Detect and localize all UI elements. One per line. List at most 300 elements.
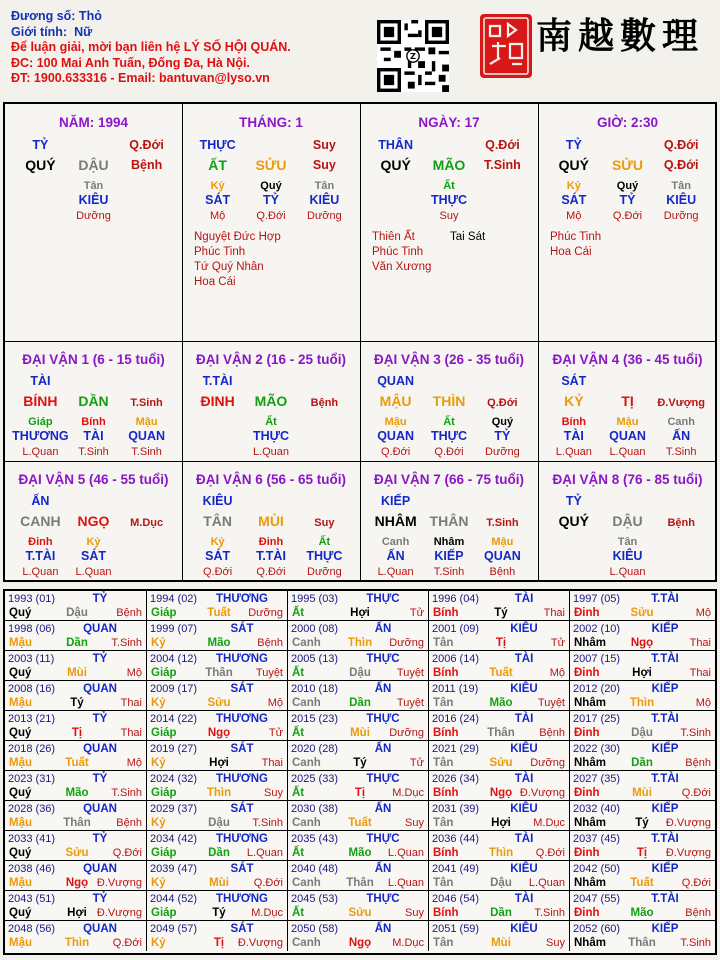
- dai-van-hidden-god: QUAN: [609, 429, 646, 443]
- year-stem: Giáp: [151, 787, 177, 799]
- star-item: Thiên Ất: [372, 231, 415, 243]
- year-branch: Dần: [208, 847, 230, 859]
- year-branch: Mão: [630, 907, 654, 919]
- year-cell: [5, 831, 147, 861]
- year-label: 2039 (47): [150, 863, 198, 875]
- year-ten-god: KIÊU: [510, 803, 538, 815]
- dai-van-hidden-stem: Tân: [617, 536, 638, 548]
- year-cell: [570, 801, 715, 831]
- year-cell: [429, 891, 570, 921]
- year-label: 2008 (16): [8, 683, 56, 695]
- year-stem: Nhâm: [574, 637, 606, 649]
- year-ten-god: SÁT: [230, 923, 254, 935]
- year-label: 1996 (04): [432, 593, 480, 605]
- year-label: 1995 (03): [291, 593, 339, 605]
- year-branch: Hợi: [491, 817, 511, 829]
- year-cell: [147, 891, 288, 921]
- year-cell: [570, 891, 715, 921]
- year-ten-god: TÀI: [514, 713, 534, 725]
- year-label: 2014 (22): [150, 713, 198, 725]
- year-cell: [5, 921, 147, 951]
- year-label: 2029 (37): [150, 803, 198, 815]
- year-life-stage: M.Dục: [533, 817, 565, 829]
- year-stem: Kỷ: [151, 757, 166, 769]
- dai-van-hidden-stage: T.Sinh: [665, 446, 697, 458]
- year-cell: [5, 861, 147, 891]
- dai-van-hidden-stem: Giáp: [28, 416, 53, 428]
- year-label: 2042 (50): [573, 863, 621, 875]
- year-branch: Thìn: [64, 937, 90, 949]
- year-label: 2021 (29): [432, 743, 480, 755]
- dai-van-hidden-stage: T.Sinh: [131, 446, 162, 458]
- pillar-title: NGÀY: 17: [418, 115, 480, 130]
- year-stem: Bính: [433, 787, 459, 799]
- year-cell: [429, 771, 570, 801]
- year-ten-god: QUAN: [83, 803, 117, 815]
- year-cell: [288, 861, 429, 891]
- year-ten-god: ẤN: [374, 683, 392, 695]
- year-label: 2030 (38): [291, 803, 339, 815]
- year-life-stage: M.Dục: [392, 937, 424, 949]
- hidden-stem: Tân: [83, 180, 104, 192]
- stem-life-stage: Suy: [312, 138, 336, 152]
- hidden-ten-god: THỰC: [430, 193, 468, 207]
- year-life-stage: T.Sinh: [680, 937, 711, 949]
- year-cell: [429, 651, 570, 681]
- year-cell: [147, 591, 288, 621]
- year-cell: [570, 921, 715, 951]
- year-ten-god: QUAN: [83, 743, 117, 755]
- star-item: Phúc Tinh: [194, 246, 246, 258]
- year-stem: Bính: [433, 907, 459, 919]
- year-life-stage: Dưỡng: [248, 607, 283, 619]
- year-label: 2043 (51): [8, 893, 56, 905]
- pillar-title: THÁNG: 1: [239, 115, 303, 130]
- year-stem: Kỷ: [151, 937, 166, 949]
- dai-van-hidden-stem: Bính: [81, 416, 106, 428]
- dai-van-6: [182, 462, 360, 580]
- stem-ten-god: TỶ: [565, 138, 582, 152]
- year-label: 1999 (07): [150, 623, 198, 635]
- year-label: 2006 (14): [432, 653, 480, 665]
- dai-van-title: ĐẠI VẬN 5 (46 - 55 tuổi): [18, 472, 169, 487]
- year-cell: [429, 741, 570, 771]
- year-label: 2037 (45): [573, 833, 621, 845]
- year-ten-god: T.TÀI: [651, 833, 679, 845]
- dai-van-stem: KỶ: [564, 393, 584, 409]
- year-label: 2005 (13): [291, 653, 339, 665]
- year-life-stage: Đ.Vượng: [96, 907, 142, 919]
- year-branch: Ngọ: [348, 937, 372, 949]
- dai-van-ten-god: ẤN: [31, 494, 50, 508]
- year-life-stage: Thai: [689, 637, 711, 649]
- year-label: 2022 (30): [573, 743, 621, 755]
- year-branch: Tý: [494, 607, 508, 619]
- heavenly-stem: QUÝ: [25, 157, 56, 173]
- hidden-stem: Quý: [260, 180, 282, 192]
- year-life-stage: Đ.Vượng: [665, 817, 711, 829]
- year-ten-god: T.TÀI: [651, 893, 679, 905]
- year-life-stage: Bệnh: [685, 907, 711, 919]
- dai-van-hidden-god: QUAN: [377, 429, 415, 443]
- year-life-stage: Mộ: [126, 757, 142, 769]
- dai-van-ten-god: KIÊU: [202, 494, 233, 508]
- year-life-stage: Tử: [268, 727, 283, 739]
- year-cell: [5, 711, 147, 741]
- year-ten-god: KIÊU: [510, 863, 538, 875]
- year-life-stage: T.Sinh: [680, 727, 711, 739]
- hidden-stem: Tân: [671, 180, 691, 192]
- year-ten-god: THỰC: [366, 773, 400, 785]
- year-ten-god: T.TÀI: [651, 653, 679, 665]
- year-life-stage: Q.Đới: [681, 877, 711, 889]
- year-cell: [5, 681, 147, 711]
- dai-van-title: ĐẠI VẬN 2 (16 - 25 tuổi): [195, 352, 347, 367]
- year-cell: [147, 771, 288, 801]
- dai-van-branch: THÂN: [429, 513, 469, 529]
- dai-van-hidden-god: KIÊU: [612, 549, 643, 563]
- year-stem: Ất: [292, 847, 305, 859]
- year-stem: Mậu: [9, 937, 32, 949]
- year-life-stage: Q.Đới: [112, 847, 142, 859]
- year-life-stage: Đ.Vượng: [519, 787, 565, 799]
- year-ten-god: THỰC: [366, 653, 400, 665]
- earthly-branch: SỬU: [255, 157, 287, 173]
- year-cell: [429, 711, 570, 741]
- year-label: 2023 (31): [8, 773, 56, 785]
- year-ten-god: KIẾP: [651, 623, 679, 635]
- year-branch: Dậu: [349, 667, 371, 679]
- dai-van-branch: TỊ: [621, 393, 634, 409]
- dai-van-hidden-god: QUAN: [128, 429, 165, 443]
- stem-life-stage: Q.Đới: [663, 138, 699, 152]
- year-ten-god: TÀI: [514, 653, 534, 665]
- year-ten-god: KIẾP: [651, 803, 679, 815]
- year-branch: Dậu: [490, 877, 512, 889]
- dai-van-title: ĐẠI VẬN 1 (6 - 15 tuổi): [22, 352, 165, 367]
- year-label: 2046 (54): [432, 893, 480, 905]
- year-life-stage: Q.Đới: [112, 937, 142, 949]
- year-label: 2010 (18): [291, 683, 339, 695]
- year-stem: Tân: [433, 697, 454, 709]
- year-branch: Mão: [489, 697, 513, 709]
- year-stem: Ất: [292, 667, 305, 679]
- year-ten-god: SÁT: [230, 863, 254, 875]
- branch-life-stage: Bệnh: [130, 158, 163, 172]
- year-ten-god: T.TÀI: [651, 593, 679, 605]
- dai-van-hidden-stem: Kỷ: [86, 536, 101, 548]
- year-cell: [147, 801, 288, 831]
- year-stem: Quý: [9, 607, 32, 619]
- dai-van-hidden-god: KIẾP: [434, 549, 464, 563]
- year-stem: Nhâm: [574, 817, 606, 829]
- year-cell: [5, 741, 147, 771]
- year-life-stage: Đ.Vượng: [665, 847, 711, 859]
- year-ten-god: TÀI: [514, 773, 534, 785]
- year-life-stage: Suy: [405, 907, 424, 919]
- stars-list: [550, 230, 601, 260]
- hidden-ten-god: TỶ: [619, 193, 636, 207]
- year-cell: [147, 651, 288, 681]
- dai-van-hidden-god: T.TÀI: [25, 549, 56, 563]
- dai-van-hidden-stage: T.Sinh: [433, 566, 465, 578]
- dai-van-hidden-god: THỰC: [430, 429, 468, 443]
- year-label: 2026 (34): [432, 773, 480, 785]
- year-label: 2032 (40): [573, 803, 621, 815]
- dai-van-life-stage: T.Sinh: [130, 397, 163, 409]
- dai-van-branch: THÌN: [432, 393, 466, 409]
- year-stem: Nhâm: [574, 937, 606, 949]
- year-branch: Tý: [635, 817, 649, 829]
- branch-life-stage: Q.Đới: [663, 158, 699, 172]
- year-ten-god: THƯƠNG: [216, 893, 268, 905]
- year-branch: Sửu: [630, 607, 654, 619]
- year-stem: Đinh: [574, 847, 600, 859]
- year-branch: Tị: [354, 787, 366, 799]
- dai-van-hidden-stem: Mậu: [384, 416, 407, 428]
- dai-van-title: ĐẠI VẬN 7 (66 - 75 tuổi): [373, 472, 525, 487]
- year-life-stage: Q.Đới: [681, 787, 711, 799]
- year-ten-god: THƯƠNG: [216, 593, 268, 605]
- dai-van-life-stage: M.Dục: [130, 517, 164, 529]
- hidden-life-stage: Dưỡng: [663, 210, 699, 222]
- year-cell: [147, 861, 288, 891]
- hidden-ten-god: KIÊU: [309, 193, 340, 207]
- year-cell: [570, 741, 715, 771]
- contact-phone-email: ĐT: 1900.633316 - Email: bantuvan@lyso.vn: [11, 71, 270, 85]
- year-branch: Dậu: [66, 607, 88, 619]
- year-life-stage: L.Quan: [387, 877, 424, 889]
- heavenly-stem: QUÝ: [558, 157, 589, 173]
- dai-van-ten-god: TÀI: [30, 374, 51, 388]
- year-life-stage: Tử: [409, 757, 424, 769]
- year-branch: Ngọ: [489, 787, 513, 799]
- year-ten-god: TỶ: [92, 773, 108, 785]
- pillars-chart: [3, 102, 717, 582]
- year-cell: [5, 651, 147, 681]
- earthly-branch: DẬU: [78, 157, 109, 173]
- hidden-stem: Tân: [314, 180, 335, 192]
- pillar-1: [5, 104, 182, 341]
- year-ten-god: KIẾP: [651, 743, 679, 755]
- contact-invite: Để luận giải, mời bạn liên hệ LÝ SỐ HỘI QUÁN.: [11, 40, 291, 54]
- year-branch: Sửu: [65, 847, 89, 859]
- year-ten-god: T.TÀI: [651, 773, 679, 785]
- dai-van-ten-god: KIẾP: [381, 494, 411, 508]
- year-life-stage: Đ.Vượng: [96, 877, 142, 889]
- year-branch: Hợi: [350, 607, 370, 619]
- year-ten-god: ẤN: [374, 803, 392, 815]
- year-stem: Tân: [433, 877, 454, 889]
- year-cell: [288, 771, 429, 801]
- year-label: 2002 (10): [573, 623, 621, 635]
- dai-van-hidden-stem: Đinh: [28, 536, 53, 548]
- hidden-stem: Kỷ: [210, 180, 225, 192]
- pillar-title: NĂM: 1994: [58, 115, 129, 130]
- dai-van-hidden-god: T.TÀI: [256, 549, 286, 563]
- year-label: 2004 (12): [150, 653, 198, 665]
- dai-van-hidden-stem: Nhâm: [433, 536, 465, 548]
- year-ten-god: TÀI: [514, 833, 534, 845]
- year-label: 1994 (02): [150, 593, 198, 605]
- dai-van-ten-god: TỶ: [565, 494, 582, 508]
- year-ten-god: KIẾP: [651, 923, 679, 935]
- year-ten-god: TỶ: [92, 893, 108, 905]
- year-label: 2016 (24): [432, 713, 480, 725]
- year-label: 2025 (33): [291, 773, 339, 785]
- dai-van-8: [538, 462, 717, 580]
- year-ten-god: QUAN: [83, 623, 117, 635]
- year-life-stage: Tử: [409, 607, 424, 619]
- hidden-ten-god: SÁT: [205, 193, 231, 207]
- year-branch: Dần: [349, 697, 371, 709]
- year-cell: [429, 621, 570, 651]
- year-life-stage: Bệnh: [116, 817, 142, 829]
- year-branch: Thìn: [347, 637, 373, 649]
- year-branch: Sửu: [207, 697, 231, 709]
- hidden-life-stage: Suy: [439, 210, 459, 222]
- year-branch: Mão: [65, 787, 89, 799]
- dai-van-hidden-stem: Bính: [561, 416, 587, 428]
- pillar-4: [538, 104, 717, 341]
- year-cell: [5, 891, 147, 921]
- year-label: 2047 (55): [573, 893, 621, 905]
- hidden-life-stage: Dưỡng: [76, 210, 111, 222]
- year-stem: Đinh: [574, 607, 600, 619]
- year-life-stage: Tuyệt: [396, 667, 424, 679]
- year-label: 2003 (11): [8, 653, 55, 665]
- year-cell: [147, 831, 288, 861]
- year-branch: Thân: [346, 877, 374, 889]
- dai-van-1: [5, 342, 182, 461]
- year-branch: Thân: [487, 727, 515, 739]
- year-stem: Quý: [9, 907, 32, 919]
- pillar-3: [360, 104, 538, 341]
- year-branch: Dậu: [631, 727, 653, 739]
- dai-van-hidden-stage: L.Quan: [609, 566, 646, 578]
- year-branch: Tị: [495, 637, 507, 649]
- star-item: Tứ Quý Nhân: [194, 261, 264, 273]
- year-life-stage: Thai: [261, 757, 283, 769]
- dai-van-ten-god: SÁT: [561, 374, 587, 388]
- year-ten-god: TÀI: [514, 893, 534, 905]
- year-branch: Hợi: [632, 667, 652, 679]
- dai-van-branch: MÙI: [258, 513, 284, 529]
- year-ten-god: TỶ: [92, 653, 108, 665]
- dai-van-hidden-stem: Kỷ: [210, 536, 225, 548]
- year-cell: [288, 891, 429, 921]
- year-stem: Quý: [9, 847, 32, 859]
- dai-van-life-stage: Suy: [314, 517, 335, 529]
- year-branch: Tuất: [489, 667, 513, 679]
- year-cell: [570, 651, 715, 681]
- dai-van-hidden-stem: Mậu: [491, 536, 514, 548]
- year-life-stage: Dưỡng: [389, 727, 424, 739]
- year-stem: Canh: [292, 697, 321, 709]
- year-cell: [570, 711, 715, 741]
- year-branch: Dậu: [208, 817, 230, 829]
- year-ten-god: ẤN: [374, 623, 392, 635]
- year-ten-god: QUAN: [83, 683, 117, 695]
- dai-van-hidden-stem: Mậu: [616, 416, 639, 428]
- year-life-stage: Thai: [120, 697, 142, 709]
- year-cell: [288, 681, 429, 711]
- year-cell: [429, 921, 570, 951]
- stem-ten-god: TỶ: [32, 138, 49, 152]
- year-label: 2027 (35): [573, 773, 621, 785]
- year-life-stage: M.Dục: [251, 907, 283, 919]
- year-stem: Nhâm: [574, 757, 606, 769]
- year-label: 2018 (26): [8, 743, 56, 755]
- year-stem: Giáp: [151, 907, 177, 919]
- year-ten-god: SÁT: [230, 743, 254, 755]
- dai-van-hidden-god: QUAN: [483, 549, 521, 563]
- year-branch: Dần: [631, 757, 653, 769]
- earthly-branch: MÃO: [432, 157, 466, 173]
- year-cell: [429, 861, 570, 891]
- dai-van-hidden-god: THỰC: [252, 429, 290, 443]
- year-label: 2033 (41): [8, 833, 56, 845]
- year-cell: [288, 651, 429, 681]
- year-life-stage: Thai: [689, 667, 711, 679]
- year-life-stage: Mộ: [549, 667, 565, 679]
- year-cell: [288, 801, 429, 831]
- dai-van-hidden-stem: Ất: [265, 416, 277, 428]
- year-life-stage: L.Quan: [387, 847, 424, 859]
- dai-van-branch: NGỌ: [77, 513, 110, 529]
- year-cell: [570, 861, 715, 891]
- year-life-stage: L.Quan: [246, 847, 283, 859]
- hidden-life-stage: Q.Đới: [256, 210, 286, 222]
- year-stem: Nhâm: [574, 877, 606, 889]
- year-stem: Tân: [433, 937, 454, 949]
- dai-van-hidden-stage: L.Quan: [252, 446, 290, 458]
- gender-value: Nữ: [74, 24, 93, 39]
- year-ten-god: THỰC: [366, 893, 400, 905]
- year-stem: Ất: [292, 727, 305, 739]
- year-ten-god: SÁT: [230, 803, 254, 815]
- star-item: Phúc Tinh: [372, 246, 424, 258]
- year-label: 2017 (25): [573, 713, 621, 725]
- year-cell: [147, 921, 288, 951]
- year-label: 2013 (21): [8, 713, 56, 725]
- stem-life-stage: Q.Đới: [485, 138, 520, 152]
- year-branch: Thìn: [488, 847, 514, 859]
- year-label: 1997 (05): [573, 593, 621, 605]
- year-ten-god: THƯƠNG: [216, 833, 268, 845]
- year-life-stage: Đ.Vượng: [237, 937, 283, 949]
- dai-van-stem: BÍNH: [23, 393, 58, 409]
- star-item: Tai Sát: [450, 231, 486, 243]
- year-stem: Đinh: [574, 787, 600, 799]
- year-cell: [288, 591, 429, 621]
- pillar-title: GIỜ: 2:30: [596, 115, 659, 130]
- year-stem: Canh: [292, 637, 321, 649]
- dai-van-title: ĐẠI VẬN 6 (56 - 65 tuổi): [195, 472, 347, 487]
- year-ten-god: QUAN: [83, 923, 117, 935]
- dai-van-hidden-god: SÁT: [205, 549, 231, 563]
- dai-van-hidden-god: THỰC: [306, 549, 343, 563]
- year-label: 2019 (27): [150, 743, 198, 755]
- stem-ten-god: THỰC: [199, 138, 236, 152]
- year-stem: Kỷ: [151, 877, 166, 889]
- year-ten-god: QUAN: [83, 863, 117, 875]
- year-cell: [288, 621, 429, 651]
- year-label: 2028 (36): [8, 803, 56, 815]
- year-stem: Ất: [292, 787, 305, 799]
- year-stem: Canh: [292, 877, 321, 889]
- year-cell: [570, 771, 715, 801]
